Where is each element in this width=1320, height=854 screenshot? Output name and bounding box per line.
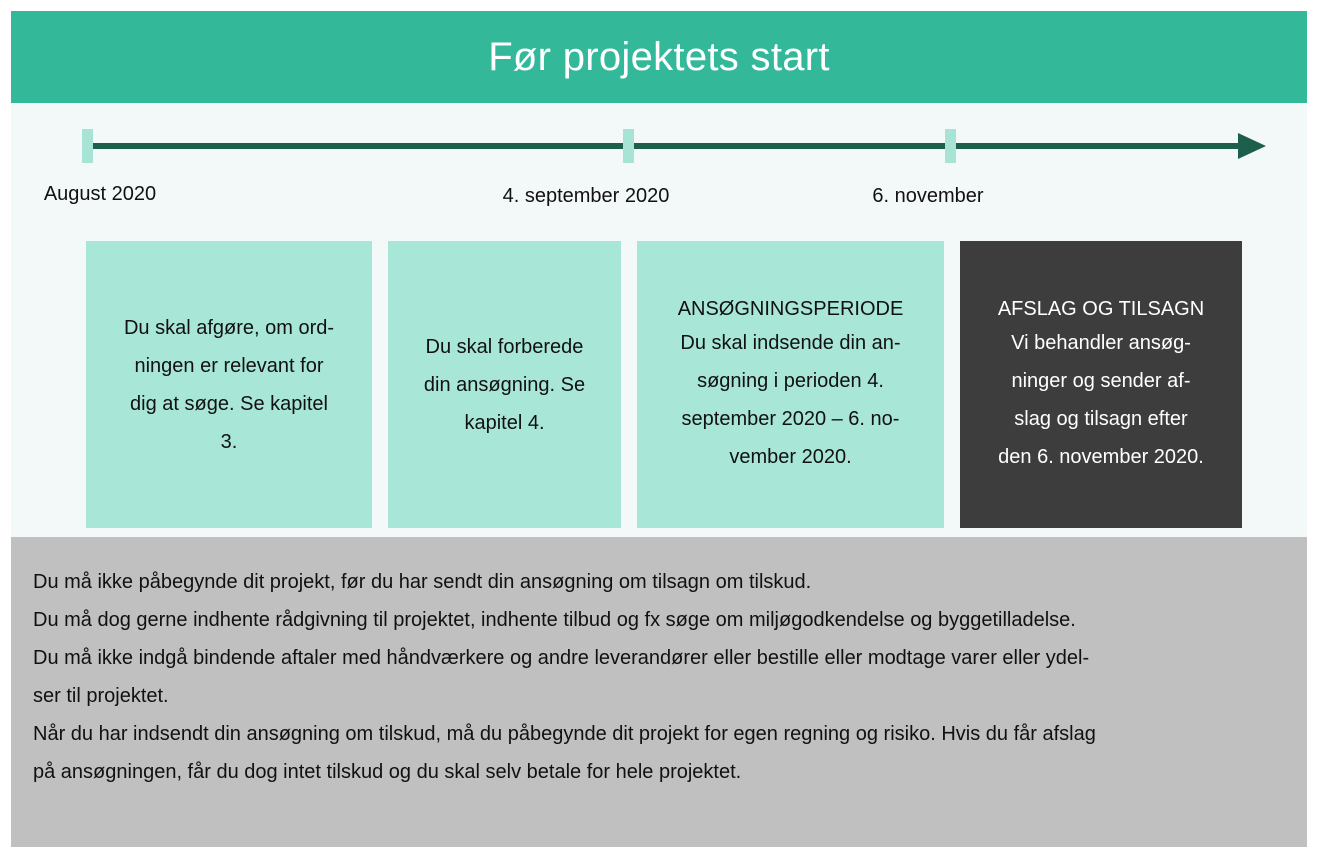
step-box-text: Du skal indsende din an- søgning i perioden 4. september 2020 – 6. no- vember 2020. bbox=[680, 331, 901, 468]
note-line: Du må ikke påbegynde dit projekt, før du har sendt din ansøgning om tilsagn om tilskud. bbox=[33, 571, 812, 593]
step-box-heading: AFSLAG OG TILSAGN bbox=[997, 297, 1205, 320]
step-box-decision bbox=[960, 241, 1242, 528]
date-label-august: August 2020 bbox=[43, 183, 157, 205]
header-banner bbox=[11, 11, 1307, 103]
date-label-september: 4. september 2020 bbox=[502, 185, 670, 207]
step-box-text: Du skal forberede din ansøgning. Se kapitel 4. bbox=[423, 335, 586, 434]
date-label-november: 6. november bbox=[872, 185, 984, 207]
step-box-text: Vi behandler ansøg- ninger og sender af- slag og tilsagn efter den 6. november 2020. bbox=[998, 331, 1204, 468]
step-box-application-period bbox=[637, 241, 944, 528]
step-box-assess bbox=[86, 241, 372, 528]
note-line: Når du har indsendt din ansøgning om tilskud, må du påbegynde dit projekt for egen regning og risiko. Hvis du får afslag bbox=[33, 723, 1096, 745]
step-box-text: Du skal afgøre, om ord- ningen er relevant for dig at søge. Se kapitel 3. bbox=[123, 316, 335, 453]
timeline-tick-september bbox=[623, 129, 634, 163]
note-line: Du må dog gerne indhente rådgivning til projektet, indhente tilbud og fx søge om miljøgodkendelse og byggetilladelse. bbox=[33, 609, 1076, 631]
timeline-tick-november bbox=[945, 129, 956, 163]
note-line: på ansøgningen, får du dog intet tilskud og du skal selv betale for hele projektet. bbox=[33, 761, 742, 783]
note-line: Du må ikke indgå bindende aftaler med håndværkere og andre leverandører eller bestille eller modtage varer eller ydel- bbox=[33, 647, 1090, 669]
note-line: ser til projektet. bbox=[33, 685, 169, 707]
page-title: Før projektets start bbox=[488, 34, 830, 79]
timeline-line bbox=[88, 143, 1240, 149]
step-box-heading: ANSØGNINGSPERIODE bbox=[677, 297, 904, 320]
timeline-arrow-icon bbox=[1238, 133, 1266, 159]
timeline-tick-august bbox=[82, 129, 93, 163]
notes-panel bbox=[11, 537, 1307, 847]
step-box-prepare bbox=[388, 241, 621, 528]
